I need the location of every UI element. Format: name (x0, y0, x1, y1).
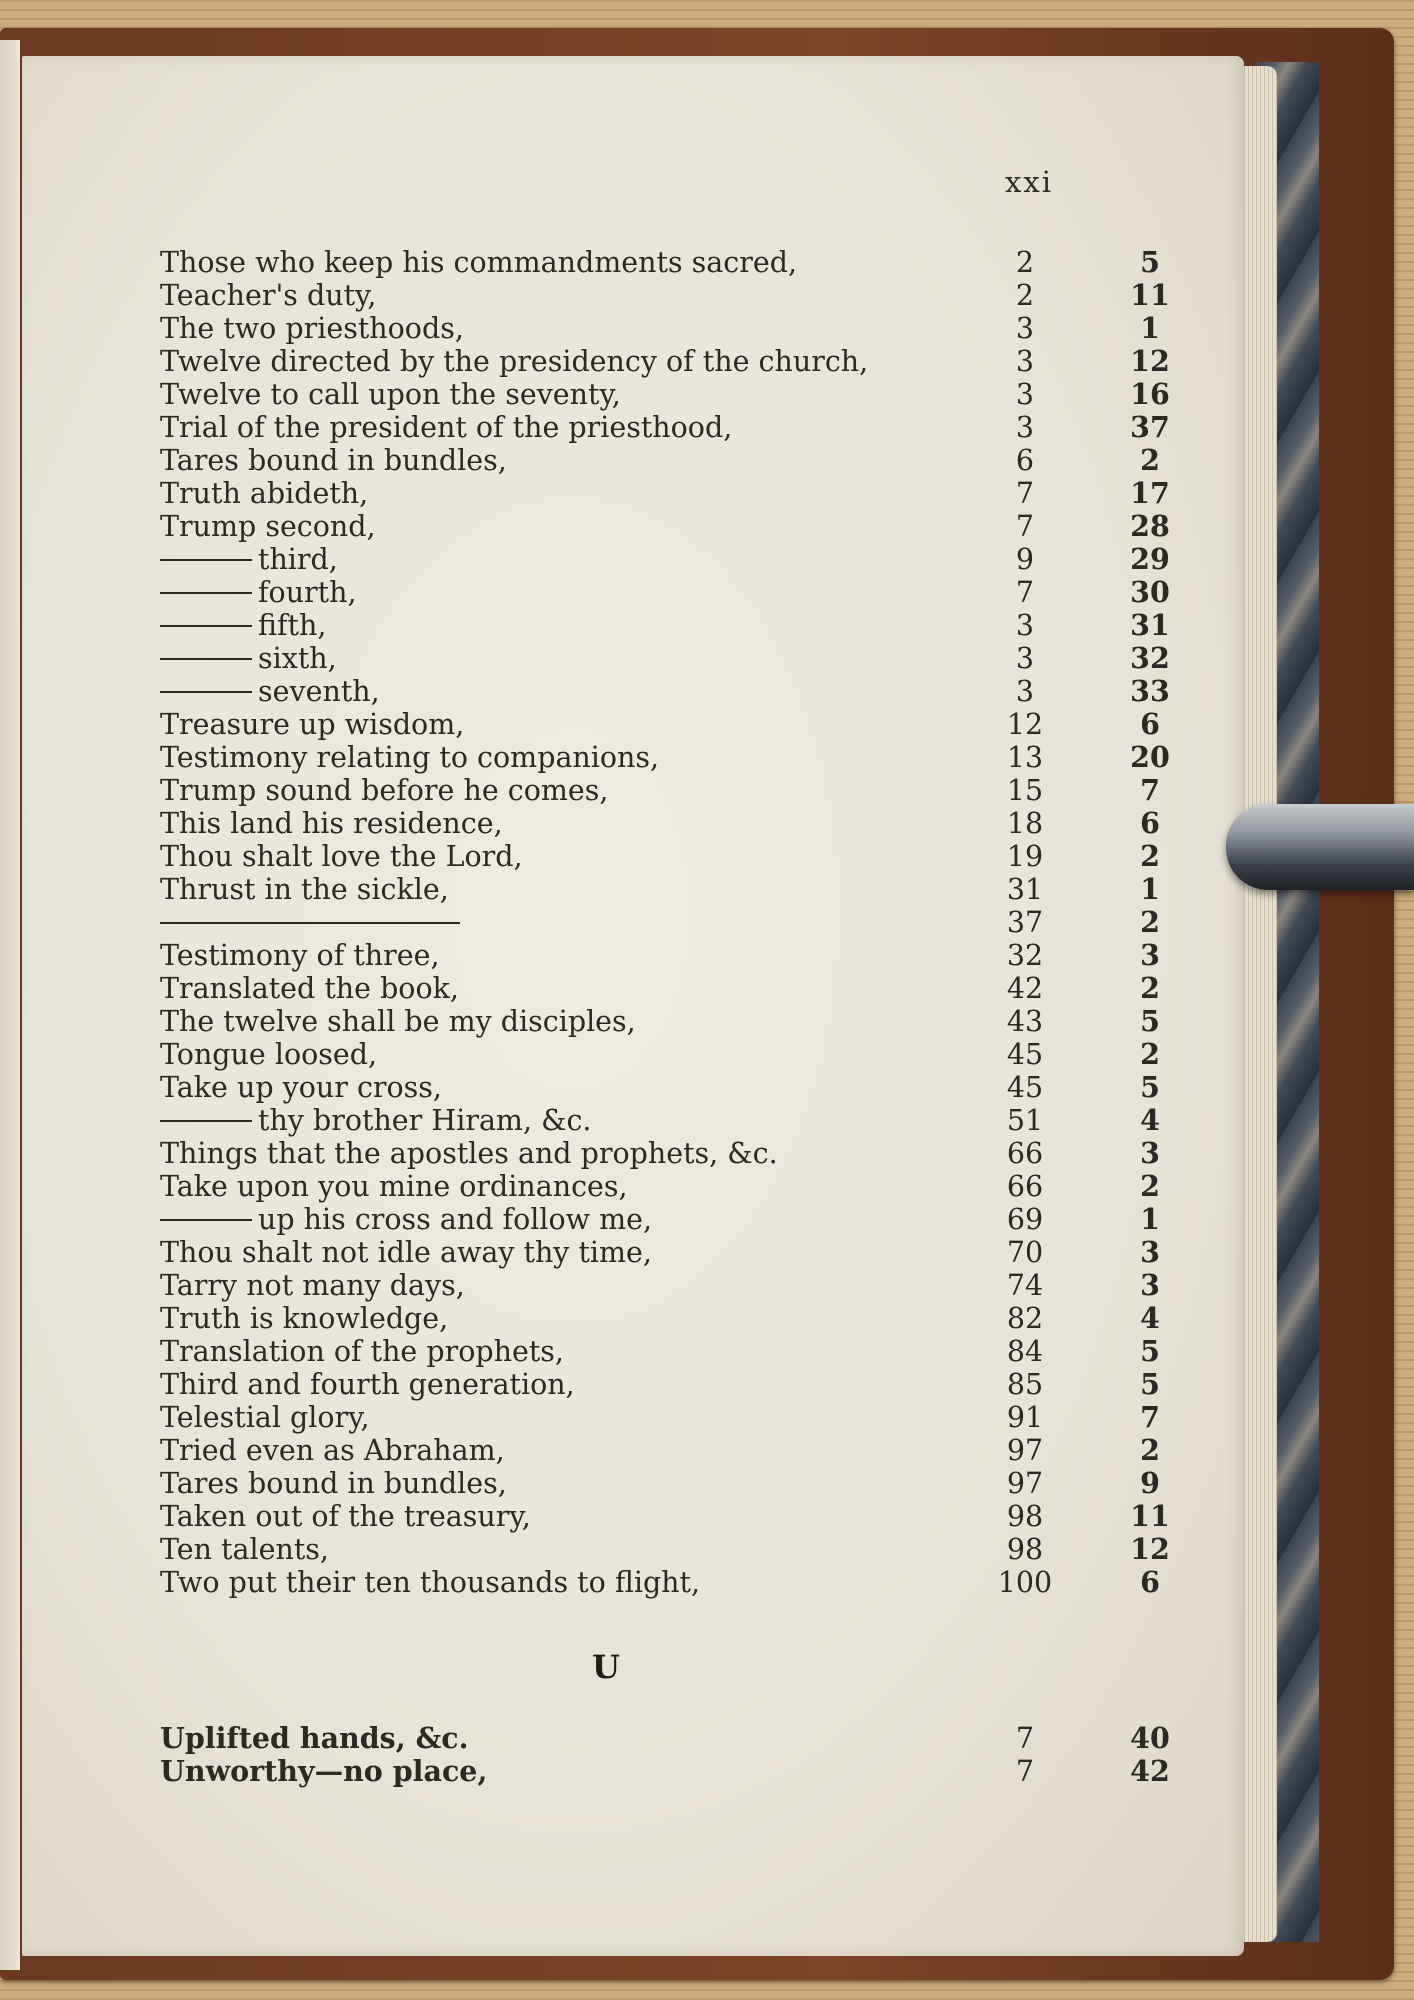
entry-topic (160, 939, 440, 972)
index-entry (160, 608, 1170, 642)
entry-verse: 12 (1130, 1532, 1170, 1566)
entry-topic-text: Testimony relating to companions, (160, 741, 660, 774)
entry-topic (160, 807, 503, 840)
entry-section: 91 (1006, 1401, 1044, 1434)
entry-topic (160, 1335, 564, 1368)
entry-topic (160, 378, 621, 411)
entry-topic-text: Things that the apostles and prophets, &c. (160, 1137, 778, 1170)
entry-topic (160, 1566, 700, 1599)
index-entries-t (160, 245, 1170, 1599)
entry-topic-text: Twelve to call upon the seventy, (160, 378, 621, 411)
entry-topic-text: Two put their ten thousands to flight, (160, 1566, 701, 1599)
entry-topic (160, 1038, 377, 1071)
index-entry (160, 740, 1170, 774)
entry-topic (160, 279, 376, 312)
entry-topic-text: up his cross and follow me, (258, 1203, 653, 1236)
entry-topic-text: fifth, (258, 609, 327, 642)
entry-section: 13 (1006, 741, 1044, 774)
entry-verse: 40 (1130, 1721, 1170, 1755)
entry-section: 3 (1015, 312, 1035, 345)
index-entry (160, 1202, 1160, 1236)
index-entry (160, 1532, 1170, 1566)
entry-verse: 5 (1140, 1367, 1160, 1401)
ditto-dash (160, 559, 252, 561)
entry-verse: 4 (1140, 1301, 1160, 1335)
entry-section: 97 (1006, 1467, 1044, 1500)
entry-verse: 37 (1130, 410, 1170, 444)
entry-topic-text: Translation of the prophets, (160, 1335, 564, 1368)
entry-section: 31 (1006, 873, 1044, 906)
index-entry (160, 1565, 1160, 1599)
index-entry (160, 1004, 1160, 1038)
entry-topic (160, 246, 797, 279)
page-clip (1226, 804, 1414, 890)
index-entry (160, 509, 1170, 543)
entry-verse: 20 (1130, 740, 1170, 774)
entry-section: 3 (1015, 378, 1035, 411)
entry-section: 3 (1015, 642, 1035, 675)
entry-verse: 6 (1140, 806, 1160, 840)
separator-rule (160, 922, 460, 924)
entry-topic-text: Uplifted hands, &c. (160, 1721, 469, 1755)
entry-topic (160, 840, 523, 873)
entry-verse: 1 (1140, 311, 1160, 345)
entry-verse: 16 (1130, 377, 1170, 411)
entry-verse: 2 (1140, 443, 1160, 477)
entry-topic-text: Truth is knowledge, (160, 1302, 449, 1335)
index-entry (160, 1268, 1160, 1302)
entry-verse: 6 (1140, 707, 1160, 741)
entry-topic (160, 675, 380, 708)
entry-section: 3 (1015, 411, 1035, 444)
entry-topic-text: Thrust in the sickle, (160, 873, 449, 906)
entry-section: 42 (1006, 972, 1044, 1005)
entry-verse: 5 (1140, 1334, 1160, 1368)
entry-topic (160, 1533, 329, 1566)
entry-section: 2 (1015, 246, 1035, 279)
entry-topic (160, 741, 659, 774)
entry-topic (160, 1104, 591, 1137)
index-entry (160, 278, 1170, 312)
index-entry (160, 1433, 1160, 1467)
entry-section: 15 (1006, 774, 1044, 807)
index-entry (160, 1334, 1160, 1368)
entry-section: 19 (1006, 840, 1044, 873)
entry-topic (160, 1269, 465, 1302)
entry-topic-text: seventh, (258, 675, 380, 708)
entry-topic-text: Twelve directed by the presidency of the church, (160, 345, 869, 378)
entry-section: 100 (997, 1566, 1053, 1599)
ditto-dash (160, 1219, 252, 1221)
entry-topic-text: Truth abideth, (160, 477, 369, 510)
entry-topic-text: Treasure up wisdom, (160, 708, 465, 741)
index-entry (160, 1103, 1160, 1137)
entry-section: 3 (1015, 345, 1035, 378)
entry-topic-text: Trial of the president of the priesthood, (160, 411, 733, 444)
entry-section: 98 (1006, 1500, 1044, 1533)
entry-verse: 5 (1140, 1004, 1160, 1038)
entry-section: 37 (1006, 906, 1044, 939)
entry-topic-text: The twelve shall be my disciples, (160, 1005, 636, 1038)
entry-topic (160, 1434, 505, 1467)
index-entry (160, 245, 1160, 279)
entry-verse: 9 (1140, 1466, 1160, 1500)
entry-verse: 29 (1130, 542, 1170, 576)
entry-topic-text: Translated the book, (160, 972, 459, 1005)
entry-section: 7 (1015, 1722, 1035, 1755)
entry-verse: 2 (1140, 971, 1160, 1005)
entry-topic-text: Tried even as Abraham, (160, 1434, 505, 1467)
entry-topic (160, 477, 368, 510)
entry-topic-text: fourth, (258, 576, 357, 609)
entry-topic-text: Trump sound before he comes, (160, 774, 609, 807)
entry-topic (160, 708, 464, 741)
entry-verse: 33 (1130, 674, 1170, 708)
entry-verse: 30 (1130, 575, 1170, 609)
entry-verse: 7 (1140, 1400, 1160, 1434)
entry-section: 7 (1015, 510, 1035, 543)
entry-verse: 6 (1140, 1565, 1160, 1599)
entry-section: 32 (1006, 939, 1044, 972)
entry-topic (160, 1722, 469, 1755)
entry-topic-text: Taken out of the treasury, (160, 1500, 531, 1533)
entry-topic (160, 873, 449, 906)
entry-topic (160, 609, 326, 642)
index-entry (160, 1037, 1160, 1071)
entry-verse: 32 (1130, 641, 1170, 675)
index-entry (160, 575, 1170, 609)
entry-verse: 4 (1140, 1103, 1160, 1137)
entry-verse: 2 (1140, 1169, 1160, 1203)
entry-verse: 5 (1140, 1070, 1160, 1104)
entry-topic-text: Those who keep his commandments sacred, (160, 246, 798, 279)
index-entry (160, 707, 1160, 741)
entry-topic-text: Tongue loosed, (160, 1038, 378, 1071)
entry-topic (160, 543, 338, 576)
entry-topic (160, 774, 608, 807)
index-entry (160, 1070, 1160, 1104)
entry-verse: 5 (1140, 245, 1160, 279)
entry-verse: 42 (1130, 1754, 1170, 1788)
entry-topic (160, 576, 357, 609)
ditto-dash (160, 625, 252, 627)
entry-topic-text: Testimony of three, (160, 939, 440, 972)
entry-section: 45 (1006, 1038, 1044, 1071)
entry-verse: 1 (1140, 1202, 1160, 1236)
entry-section: 51 (1006, 1104, 1044, 1137)
entry-topic (160, 1203, 652, 1236)
entry-verse: 11 (1130, 1499, 1170, 1533)
entry-verse: 2 (1140, 1433, 1160, 1467)
entry-topic-text: Third and fourth generation, (160, 1368, 575, 1401)
entry-topic (160, 312, 464, 345)
entry-section: 43 (1006, 1005, 1044, 1038)
entry-topic (160, 1368, 575, 1401)
entry-section: 3 (1015, 609, 1035, 642)
index-entry (160, 1400, 1160, 1434)
entry-section: 66 (1006, 1170, 1044, 1203)
entry-topic-text: sixth, (258, 642, 337, 675)
ditto-dash (160, 691, 252, 693)
entry-section: 3 (1015, 675, 1035, 708)
entry-topic-text: Thou shalt love the Lord, (160, 840, 523, 873)
index-entry (160, 641, 1170, 675)
entry-section: 97 (1006, 1434, 1044, 1467)
index-entry (160, 1367, 1160, 1401)
index-entry (160, 377, 1170, 411)
entry-section: 2 (1015, 279, 1035, 312)
facing-page-edge (0, 40, 20, 1970)
entry-section: 84 (1006, 1335, 1044, 1368)
index-entry (160, 938, 1160, 972)
ditto-dash (160, 592, 252, 594)
entry-verse: 3 (1140, 938, 1160, 972)
entry-section: 7 (1015, 576, 1035, 609)
entry-topic-text: Ten talents, (160, 1533, 329, 1566)
entry-verse: 3 (1140, 1235, 1160, 1269)
entry-topic (160, 411, 732, 444)
index-entry (160, 1301, 1160, 1335)
entry-topic (160, 1170, 628, 1203)
entry-topic (160, 1137, 778, 1170)
entry-topic-text: Unworthy—no place, (160, 1754, 488, 1788)
entry-section: 9 (1015, 543, 1035, 576)
entry-topic (160, 642, 337, 675)
entry-verse: 12 (1130, 344, 1170, 378)
index-entry (160, 1169, 1160, 1203)
entry-section: 12 (1006, 708, 1044, 741)
entry-topic (160, 1071, 442, 1104)
index-entry (160, 344, 1170, 378)
entry-verse: 3 (1140, 1136, 1160, 1170)
entry-verse: 31 (1130, 608, 1170, 642)
entry-section: 98 (1006, 1533, 1044, 1566)
entry-section: 82 (1006, 1302, 1044, 1335)
entry-section: 70 (1006, 1236, 1044, 1269)
entry-section: 85 (1006, 1368, 1044, 1401)
entry-topic-text: Teacher's duty, (160, 279, 377, 312)
ditto-dash (160, 658, 252, 660)
index-entry (160, 1721, 1170, 1755)
entry-topic (160, 1467, 507, 1500)
entry-topic (160, 1302, 448, 1335)
index-entry (160, 905, 1160, 939)
entry-topic-text: Thou shalt not idle away thy time, (160, 1236, 652, 1269)
entry-topic-text: Trump second, (160, 510, 376, 543)
entry-topic-text: third, (258, 543, 338, 576)
page-number: xxi (1005, 165, 1053, 199)
entry-section: 7 (1015, 477, 1035, 510)
index-entry (160, 806, 1160, 840)
entry-topic-text: Telestial glory, (160, 1401, 370, 1434)
index-entry (160, 872, 1160, 906)
entry-verse: 28 (1130, 509, 1170, 543)
index-entry (160, 1499, 1170, 1533)
entry-verse: 11 (1130, 278, 1170, 312)
entry-topic (160, 345, 868, 378)
index-entry (160, 773, 1160, 807)
entry-section: 69 (1006, 1203, 1044, 1236)
entry-topic (160, 444, 507, 477)
entry-topic-text: This land his residence, (160, 807, 503, 840)
entry-topic-text: Take upon you mine ordinances, (160, 1170, 628, 1203)
entry-topic-text: Tares bound in bundles, (160, 444, 507, 477)
entry-topic-text: Tarry not many days, (160, 1269, 465, 1302)
entry-section: 18 (1006, 807, 1044, 840)
entry-section: 45 (1006, 1071, 1044, 1104)
entry-verse: 7 (1140, 773, 1160, 807)
entry-topic (160, 1401, 370, 1434)
entry-section: 74 (1006, 1269, 1044, 1302)
entry-section: 7 (1015, 1755, 1035, 1788)
entry-verse: 1 (1140, 872, 1160, 906)
entry-topic (160, 1005, 636, 1038)
entry-verse: 2 (1140, 839, 1160, 873)
entry-topic-text: Tares bound in bundles, (160, 1467, 507, 1500)
index-entry (160, 311, 1160, 345)
index-entry (160, 443, 1160, 477)
entry-topic (160, 1755, 487, 1788)
entry-verse: 3 (1140, 1268, 1160, 1302)
index-entry (160, 410, 1170, 444)
letter-heading: U (592, 1648, 620, 1686)
entry-topic (160, 972, 459, 1005)
entry-topic-text: thy brother Hiram, &c. (258, 1104, 592, 1137)
index-entry (160, 476, 1170, 510)
entry-verse: 2 (1140, 1037, 1160, 1071)
index-entries-u (160, 1721, 1170, 1788)
entry-topic (160, 1236, 652, 1269)
index-entry (160, 971, 1160, 1005)
entry-topic (160, 1500, 531, 1533)
index-entry (160, 674, 1170, 708)
index-entry (160, 839, 1160, 873)
entry-verse: 17 (1130, 476, 1170, 510)
index-entry (160, 542, 1170, 576)
index-entry (160, 1754, 1170, 1788)
entry-section: 6 (1015, 444, 1035, 477)
entry-verse: 2 (1140, 905, 1160, 939)
entry-section: 66 (1006, 1137, 1044, 1170)
entry-topic-text: The two priesthoods, (160, 312, 464, 345)
entry-topic-text: Take up your cross, (160, 1071, 442, 1104)
entry-topic (160, 510, 376, 543)
ditto-dash (160, 1120, 252, 1122)
index-entry (160, 1235, 1160, 1269)
index-entry (160, 1466, 1160, 1500)
index-entry (160, 1136, 1160, 1170)
